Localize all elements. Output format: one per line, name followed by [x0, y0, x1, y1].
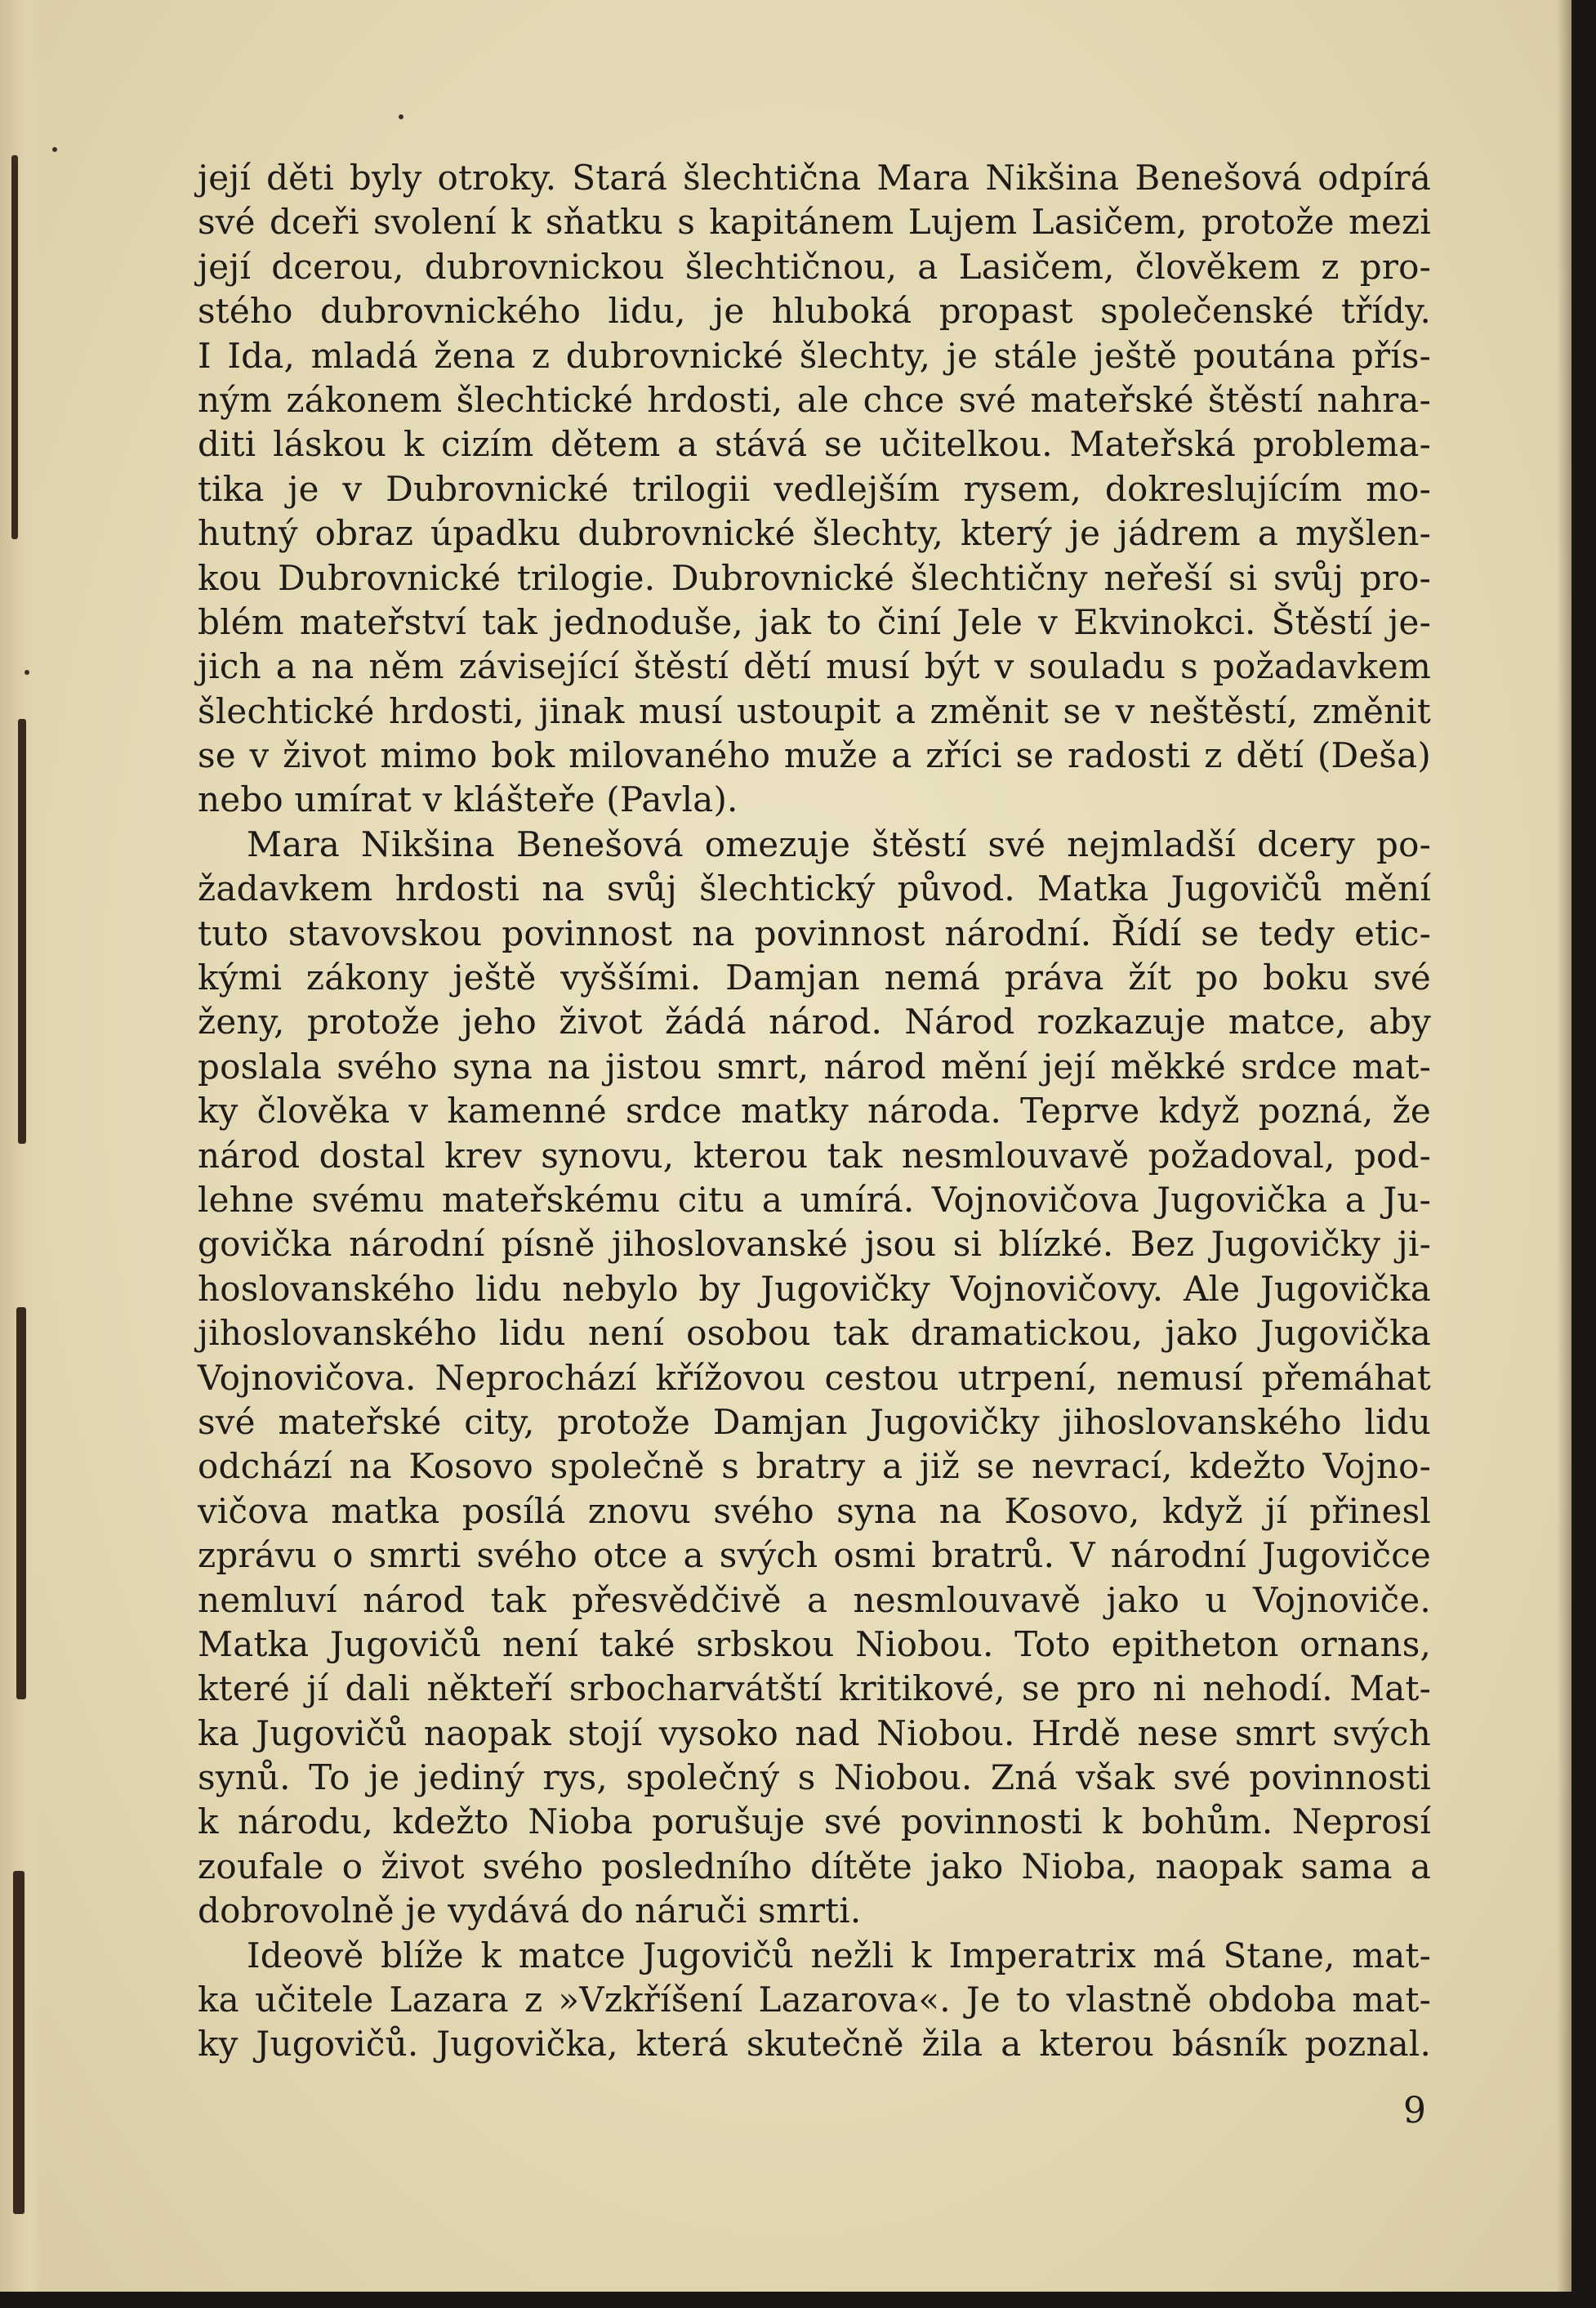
- text-line: lehne svému mateřskému citu a umírá. Vojnovičova Jugovička a Ju-: [198, 1179, 1431, 1220]
- binding-stain: [16, 1307, 26, 1699]
- text-line: se v život mimo bok milovaného muže a zříci se radosti z dětí (Deša): [198, 735, 1431, 776]
- text-line: ným zákonem šlechtické hrdosti, ale chce své mateřské štěstí nahra-: [198, 379, 1431, 420]
- text-line: žadavkem hrdosti na svůj šlechtický původ. Matka Jugovičů mění: [198, 868, 1431, 909]
- text-line: ka Jugovičů naopak stojí vysoko nad Niobou. Hrdě nese smrt svých: [198, 1712, 1431, 1753]
- text-line: ženy, protože jeho život žádá národ. Národ rozkazuje matce, aby: [198, 1002, 1431, 1042]
- text-line: hutný obraz úpadku dubrovnické šlechty, který je jádrem a myšlen-: [198, 513, 1431, 554]
- text-line: vičova matka posílá znovu svého syna na Kosovo, když jí přinesl: [198, 1490, 1431, 1531]
- text-line: zoufale o život svého posledního dítěte jako Nioba, naopak sama a: [198, 1846, 1431, 1886]
- binding-stain: [11, 155, 18, 539]
- text-line: šlechtické hrdosti, jinak musí ustoupit a změnit se v neštěstí, změnit: [198, 690, 1431, 731]
- text-line: Mara Nikšina Benešová omezuje štěstí své nejmladší dcery po-: [247, 824, 1431, 864]
- text-line: k národu, kdežto Nioba porušuje své povinnosti k bohům. Neprosí: [198, 1801, 1431, 1842]
- text-line: nebo umírat v klášteře (Pavla).: [198, 779, 738, 820]
- text-line: Matka Jugovičů není také srbskou Niobou. Toto epitheton ornans,: [198, 1623, 1431, 1664]
- text-line: govička národní písně jihoslovanské jsou si blízké. Bez Jugovičky ji-: [198, 1224, 1431, 1265]
- text-line: zprávu o smrti svého otce a svých osmi bratrů. V národní Jugovičce: [198, 1535, 1431, 1576]
- page-edge-shadow: [1557, 0, 1571, 2292]
- text-line: jich a na něm závisející štěstí dětí musí být v souladu s požadavkem: [198, 646, 1431, 687]
- text-line: tuto stavovskou povinnost na povinnost národní. Řídí se tedy etic-: [198, 913, 1431, 953]
- text-line: které jí dali někteří srbocharvátští kritikové, se pro ni nehodí. Mat-: [198, 1668, 1431, 1709]
- text-line: dobrovolně je vydává do náruči smrti.: [198, 1891, 862, 1931]
- dust-speck: [25, 670, 29, 675]
- text-line: blém mateřství tak jednoduše, jak to činí Jele v Ekvinokci. Štěstí je-: [198, 601, 1431, 642]
- page-binding-edge: [0, 0, 42, 2292]
- binding-stain: [18, 719, 26, 1144]
- text-line: odchází na Kosovo společně s bratry a již se nevrací, kdežto Vojno-: [198, 1446, 1431, 1487]
- text-line: Vojnovičova. Neprochází křížovou cestou utrpení, nemusí přemáhat: [198, 1357, 1431, 1398]
- page-number: 9: [1403, 2090, 1426, 2132]
- text-line: národ dostal krev synovu, kterou tak nesmlouvavě požadoval, pod-: [198, 1135, 1431, 1176]
- text-line: poslala svého syna na jistou smrt, národ mění její měkké srdce mat-: [198, 1046, 1431, 1087]
- dust-speck: [52, 147, 57, 152]
- text-line: kou Dubrovnické trilogie. Dubrovnické šlechtičny neřeší si svůj pro-: [198, 557, 1431, 598]
- text-line: ky Jugovičů. Jugovička, která skutečně žila a kterou básník poznal.: [198, 2024, 1431, 2065]
- text-line: své dceři svolení k sňatku s kapitánem Lujem Lasičem, protože mezi: [198, 202, 1431, 243]
- text-line: ka učitele Lazara z »Vzkříšení Lazarova«. Je to vlastně obdoba mat-: [198, 1980, 1431, 2020]
- dust-speck: [399, 114, 403, 119]
- text-line: své mateřské city, protože Damjan Jugovičky jihoslovanského lidu: [198, 1401, 1431, 1442]
- text-line: její dcerou, dubrovnickou šlechtičnou, a Lasičem, člověkem z pro-: [198, 246, 1431, 287]
- text-line: její děti byly otroky. Stará šlechtična Mara Nikšina Benešová odpírá: [198, 158, 1431, 198]
- text-line: nemluví národ tak přesvědčivě a nesmlouvavě jako u Vojnoviče.: [198, 1579, 1431, 1620]
- text-line: hoslovanského lidu nebylo by Jugovičky Vojnovičovy. Ale Jugovička: [198, 1268, 1431, 1309]
- text-line: Ideově blíže k matce Jugovičů nežli k Imperatrix má Stane, mat-: [247, 1935, 1431, 1975]
- text-line: ky člověka v kamenné srdce matky národa. Teprve když pozná, že: [198, 1091, 1431, 1132]
- text-line: synů. To je jediný rys, společný s Niobou. Zná však své povinnosti: [198, 1757, 1431, 1798]
- text-line: jihoslovanského lidu není osobou tak dramatickou, jako Jugovička: [198, 1313, 1431, 1354]
- text-line: diti láskou k cizím dětem a stává se učitelkou. Mateřská problema-: [198, 424, 1431, 465]
- text-line: I Ida, mladá žena z dubrovnické šlechty, je stále ještě poutána přís-: [198, 335, 1431, 376]
- text-line: stého dubrovnického lidu, je hluboká propast společenské třídy.: [198, 291, 1431, 332]
- binding-stain: [13, 1871, 25, 2214]
- text-line: kými zákony ještě vyššími. Damjan nemá práva žít po boku své: [198, 958, 1431, 998]
- text-line: tika je v Dubrovnické trilogii vedlejším rysem, dokreslujícím mo-: [198, 468, 1431, 509]
- body-text: [198, 156, 1431, 2067]
